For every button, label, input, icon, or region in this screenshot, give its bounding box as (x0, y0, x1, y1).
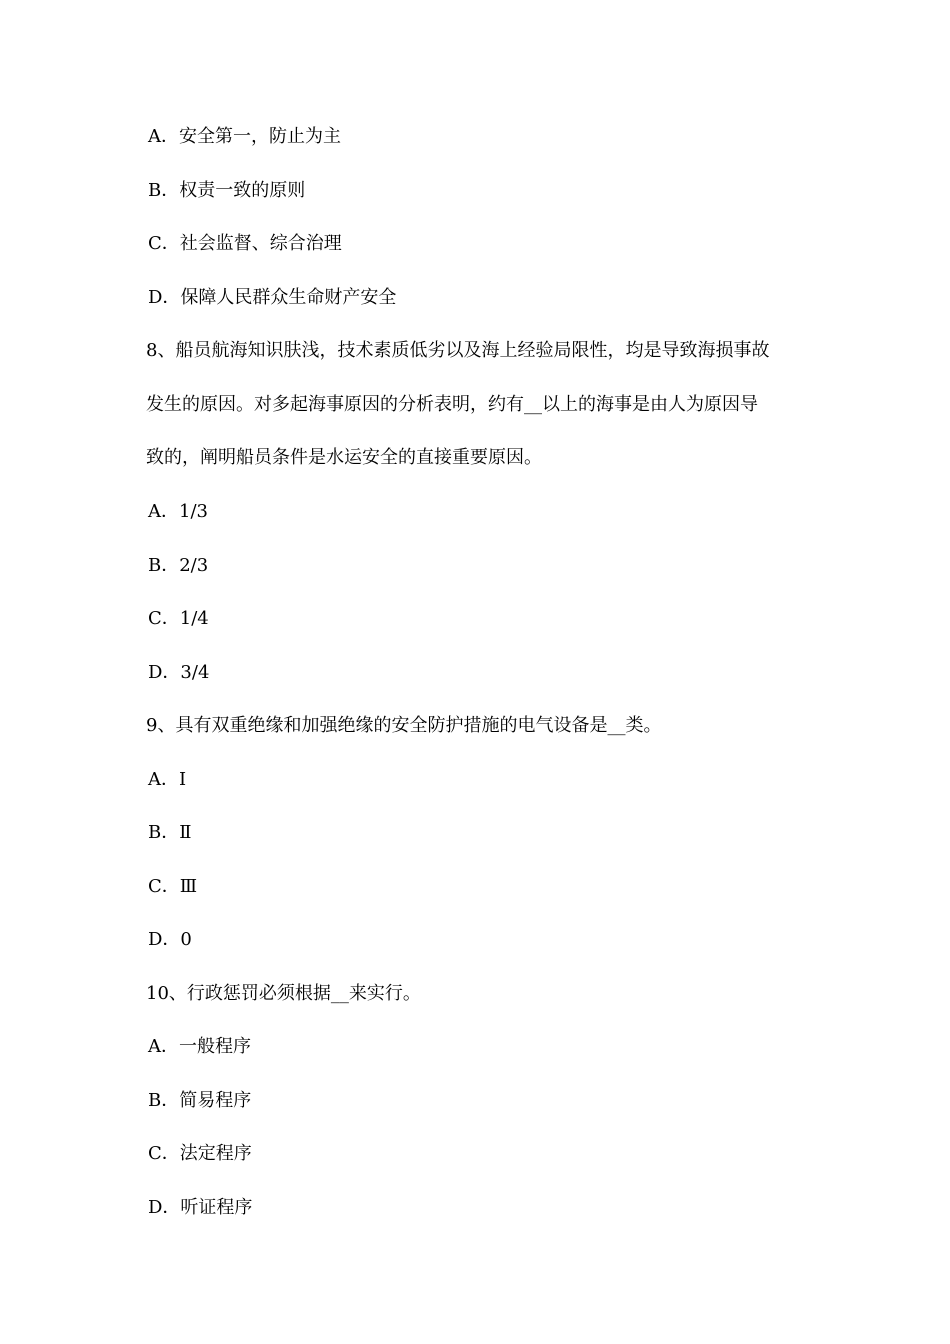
q8-option-b: B．2/3 (148, 555, 209, 576)
q10-option-c: C．法定程序 (148, 1143, 252, 1164)
q7-option-d: D．保障人民群众生命财产安全 (148, 287, 397, 308)
q9-option-d: D．0 (148, 929, 192, 950)
q8-option-d: D．3/4 (148, 662, 210, 683)
q10-option-d: D．听证程序 (148, 1197, 253, 1218)
q10-stem: 10、行政惩罚必须根据__来实行。 (146, 983, 421, 1004)
q8-stem-line-3: 致的，阐明船员条件是水运安全的直接重要原因。 (146, 447, 542, 468)
q7-option-a: A．安全第一，防止为主 (148, 126, 341, 147)
q10-option-b: B．简易程序 (148, 1090, 252, 1111)
q8-stem-line-2: 发生的原因。对多起海事原因的分析表明，约有__以上的海事是由人为原因导 (146, 394, 758, 415)
q9-option-b: B．Ⅱ (148, 822, 192, 843)
q7-option-c: C．社会监督、综合治理 (148, 233, 342, 254)
q8-stem-line-1: 8、船员航海知识肤浅，技术素质低劣以及海上经验局限性，均是导致海损事故 (146, 340, 770, 361)
q8-option-a: A．1/3 (148, 501, 208, 522)
q8-option-c: C．1/4 (148, 608, 209, 629)
q10-option-a: A．一般程序 (148, 1036, 251, 1057)
q9-option-c: C．Ⅲ (148, 876, 198, 897)
q9-stem: 9、具有双重绝缘和加强绝缘的安全防护措施的电气设备是__类。 (146, 715, 662, 736)
q7-option-b: B．权责一致的原则 (148, 180, 306, 201)
q9-option-a: A．Ⅰ (148, 769, 187, 790)
